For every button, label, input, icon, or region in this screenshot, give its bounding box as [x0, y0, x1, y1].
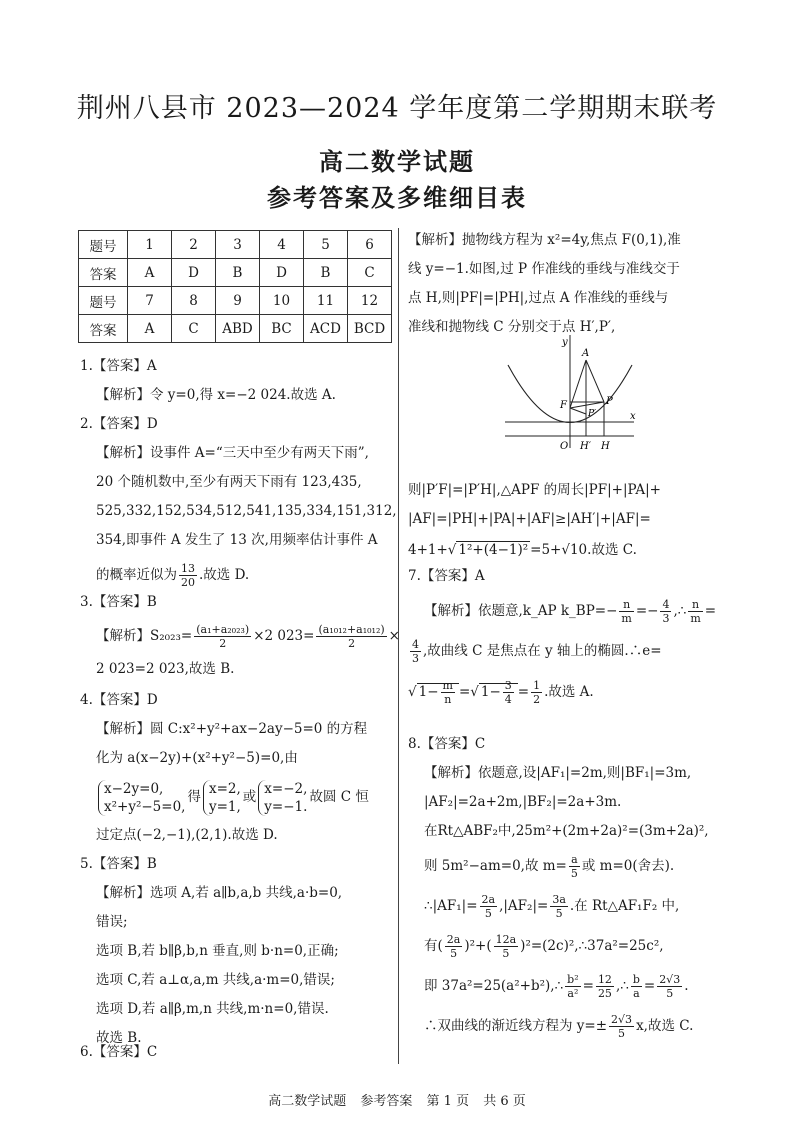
table-cell: 12 — [348, 287, 392, 315]
parabola-figure — [500, 330, 640, 455]
solution-line — [408, 886, 709, 926]
solution-line: 【解析】圆 C:x²+y²+ax−2ay−5=0 的方程 — [96, 721, 368, 737]
solution-line: 354,即事件 A 发生了 13 次,用频率估计事件 A — [96, 532, 378, 548]
denominator: n — [444, 693, 452, 706]
denominator: 5 — [555, 907, 563, 920]
equation-system — [98, 780, 185, 816]
text-run: =− — [635, 603, 659, 619]
denominator: a — [633, 987, 640, 1000]
segment-fp-prime — [570, 408, 586, 414]
fraction — [194, 623, 251, 650]
text-run: ,∴ — [615, 978, 629, 994]
table-cell: D — [260, 259, 304, 287]
question-2 — [80, 410, 397, 595]
question-6-conclusion — [408, 476, 661, 566]
numerator: (a₁₀₁₂+a₁₀₁₂) — [318, 623, 385, 636]
table-cell: 8 — [172, 287, 216, 315]
solution-line — [408, 926, 709, 966]
denominator: 2 — [533, 693, 541, 706]
footer-subject: 高二数学试题 — [268, 1094, 347, 1109]
page-title: 荆州八县市 2023—2024 学年度第二学期期末联考 — [76, 93, 718, 124]
numerator: (a₁+a₂₀₂₃) — [196, 623, 250, 636]
segment-pf — [570, 402, 604, 408]
numerator: n — [619, 598, 633, 612]
segment-af — [570, 360, 586, 408]
footer-page-number: 第 1 页 — [426, 1094, 470, 1109]
fraction — [410, 638, 421, 665]
solution-line: 错误; — [96, 914, 128, 930]
table-cell: 7 — [128, 287, 172, 315]
denominator: m — [621, 612, 632, 625]
solution-line: 选项 B,若 b∥β,b,n 垂直,则 b·n=0,正确; — [96, 943, 339, 959]
equation-system — [258, 780, 307, 816]
text-run: .在 Rt△AF₁F₂ 中, — [569, 898, 680, 914]
text-run: 故圆 C 恒 — [309, 789, 369, 805]
question-7 — [408, 562, 716, 713]
solution-line: 化为 a(x−2y)+(x²+y²−5)=0,由 — [96, 750, 298, 766]
solution-line: 2 023=2 023,故选 B. — [96, 661, 235, 677]
table-cell: ABD — [216, 315, 260, 343]
numerator: b² — [567, 973, 579, 986]
solution-line: 则|P′F|=|P′H|,△APF 的周长|PF|+|PA|+ — [408, 482, 661, 498]
answer-table — [78, 230, 392, 343]
solution-line: 【解析】选项 A,若 a∥b,a,b 共线,a·b=0, — [96, 885, 343, 901]
numerator: 12 — [597, 973, 612, 986]
solution-line: 在Rt△ABF₂中,25m²+(2m+2a)²=(3m+2a)², — [424, 823, 709, 839]
denominator: 2 — [348, 637, 356, 650]
numerator: 2a — [446, 933, 461, 946]
table-cell: D — [172, 259, 216, 287]
answer-heading: 5.【答案】B — [80, 856, 157, 872]
solution-line: 准线和抛物线 C 分别交于点 H′,P′, — [408, 319, 616, 335]
text-run: 则 5m²−am=0,故 m= — [424, 858, 567, 874]
numerator: 13 — [181, 562, 195, 575]
denominator: 5 — [618, 1027, 626, 1040]
denominator: 5 — [450, 947, 458, 960]
label-p: P — [606, 396, 613, 407]
denominator: 25 — [597, 987, 612, 1000]
table-cell: B — [304, 259, 348, 287]
fraction — [619, 598, 633, 625]
solution-line: 过定点(−2,−1),(2,1).故选 D. — [96, 827, 278, 843]
table-cell: B — [216, 259, 260, 287]
solution-line — [408, 966, 709, 1006]
numerator: b — [632, 973, 640, 986]
label-h: H — [601, 441, 610, 452]
question-6-heading — [80, 1038, 157, 1067]
table-cell: 9 — [216, 287, 260, 315]
equation: y=−1. — [264, 798, 308, 815]
numerator: 4 — [662, 598, 670, 611]
denominator: a² — [567, 987, 579, 1000]
fraction — [480, 893, 498, 920]
fraction — [494, 933, 519, 960]
equation: y=1, — [208, 798, 241, 815]
numerator: 3a — [552, 893, 566, 906]
table-cell: 6 — [348, 231, 392, 259]
text-run: 【解析】S₂₀₂₃= — [96, 628, 193, 644]
answer-heading: 4.【答案】D — [80, 692, 158, 708]
denominator: 5 — [666, 987, 674, 1000]
text-run: 得 — [187, 789, 201, 805]
text-run: 或 — [242, 789, 257, 805]
text-run: .故选 D. — [199, 567, 250, 583]
text-run: 或 m=0(舍去). — [581, 858, 675, 874]
table-cell: 4 — [260, 231, 304, 259]
radicand: 1²+(4−1)² — [458, 542, 529, 558]
text-run: × — [388, 628, 400, 644]
equation-system — [203, 780, 241, 816]
fraction — [503, 679, 514, 706]
text-run: ∴双曲线的渐近线方程为 y=± — [424, 1018, 608, 1034]
text-run: x,故选 C. — [636, 1018, 694, 1034]
text-run: 的概率近似为 — [96, 567, 177, 583]
text-run: ,|AF₂|= — [499, 898, 549, 914]
label-a: A — [582, 348, 590, 359]
solution-line: 故选 B. — [96, 1030, 142, 1046]
table-cell: 10 — [260, 287, 304, 315]
label-h-prime: H′ — [580, 441, 591, 452]
text-run: 即 37a²=25(a²+b²),∴ — [424, 978, 564, 994]
answer-heading: 2.【答案】D — [80, 416, 158, 432]
solution-line — [408, 631, 716, 671]
numerator: 4 — [412, 638, 419, 651]
table-cell: BC — [260, 315, 304, 343]
solution-line: 选项 C,若 a⊥α,a,m 共线,a·m=0,错误; — [96, 972, 335, 988]
solution-line — [408, 1006, 709, 1046]
answer-heading: 7.【答案】A — [408, 568, 485, 584]
table-cell: 1 — [128, 231, 172, 259]
answer-heading: 8.【答案】C — [408, 736, 486, 752]
solution-line: 点 H,则|PF|=|PH|,过点 A 作准线的垂线与 — [408, 290, 669, 306]
numerator: a — [569, 853, 580, 867]
table-row — [79, 231, 392, 259]
numerator: 12a — [495, 933, 517, 946]
text-run: 有( — [424, 938, 443, 954]
question-6-solution — [408, 226, 681, 342]
text-run: =5+√10.故选 C. — [530, 542, 637, 558]
text-run: = — [458, 684, 471, 700]
table-cell: 5 — [304, 231, 348, 259]
fraction — [441, 679, 455, 706]
equation: x=2, — [208, 780, 241, 797]
question-1 — [80, 352, 336, 410]
solution-line: 线 y=−1.如图,过 P 作准线的垂线与准线交于 — [408, 261, 680, 277]
solution-line: √ 1− $\frac{m}{n}$ =√ 1− $\frac{3}{4}$ = $\frac{1}{2}$ .故选 A. — [408, 679, 594, 706]
table-cell: 题号 — [79, 287, 128, 315]
fraction — [660, 598, 671, 625]
text-run: ,∴ — [673, 603, 687, 619]
fraction — [631, 973, 642, 1000]
denominator: 5 — [570, 867, 578, 880]
fraction — [609, 1013, 634, 1040]
denominator: m — [690, 612, 701, 625]
question-8 — [408, 730, 709, 1046]
fraction — [445, 933, 463, 960]
text-run: = — [704, 603, 717, 619]
denominator: 20 — [181, 576, 195, 589]
table-cell: 答案 — [79, 259, 128, 287]
text-run: )²+( — [464, 938, 492, 954]
fraction — [565, 973, 580, 1000]
page-footer — [0, 1090, 794, 1109]
label-f: F — [560, 400, 567, 411]
radical — [417, 679, 459, 706]
table-row — [79, 287, 392, 315]
text-run: = — [643, 978, 656, 994]
subject-title: 高二数学试题 — [319, 148, 475, 176]
solution-line — [80, 617, 400, 655]
fraction — [531, 679, 542, 706]
label-o: O — [560, 441, 569, 452]
radical — [479, 679, 518, 706]
table-cell: 11 — [304, 287, 348, 315]
fraction — [179, 562, 197, 589]
text-run: ,故曲线 C 是焦点在 y 轴上的椭圆.∴e= — [423, 643, 662, 659]
solution-line — [408, 591, 716, 631]
fraction — [550, 893, 568, 920]
table-cell: BCD — [348, 315, 392, 343]
solution-line: |AF|=|PH|+|PA|+|AF|≥|AH′|+|AF|= — [408, 511, 651, 527]
table-cell: A — [128, 259, 172, 287]
table-row — [79, 259, 392, 287]
numerator: m — [442, 679, 453, 692]
numerator: n — [688, 598, 702, 612]
footer-page-total: 共 6 页 — [483, 1094, 526, 1109]
denominator: 3 — [662, 612, 670, 625]
text-run: . — [684, 978, 689, 994]
solution-line: |AF₂|=2a+2m,|BF₂|=2a+3m. — [424, 794, 622, 810]
label-x: x — [630, 411, 636, 422]
table-cell: 答案 — [79, 315, 128, 343]
fraction — [569, 853, 580, 880]
question-5 — [80, 850, 342, 1053]
fraction — [688, 598, 702, 625]
table-cell: ACD — [304, 315, 348, 343]
segment-ap — [586, 360, 604, 402]
label-y: y — [562, 337, 568, 348]
solution-line: 【解析】设事件 A=“三天中至少有两天下雨”, — [96, 445, 369, 461]
question-3 — [80, 588, 400, 684]
solution-line: 【解析】令 y=0,得 x=−2 024.故选 A. — [96, 387, 336, 403]
equation: x²+y²−5=0, — [104, 798, 186, 815]
denominator: 3 — [412, 652, 419, 665]
text-run: ×2 023= — [253, 628, 315, 644]
table-cell: 2 — [172, 231, 216, 259]
solution-line: 525,332,152,534,512,541,135,334,151,312, — [96, 503, 397, 519]
solution-line: 【解析】依题意,设|AF₁|=2m,则|BF₁|=3m, — [424, 765, 692, 781]
text-run: .故选 A. — [544, 684, 594, 700]
numerator: 2√3 — [611, 1013, 633, 1026]
answer-heading: 3.【答案】B — [80, 594, 157, 610]
text-run: 1− — [418, 684, 439, 700]
text-run: )²=(2c)²,∴37a²=25c², — [520, 938, 664, 954]
equation: x=−2, — [264, 780, 308, 797]
table-cell: A — [128, 315, 172, 343]
text-run: = — [582, 978, 594, 994]
solution-line: 【解析】抛物线方程为 x²=4y,焦点 F(0,1),准 — [408, 232, 681, 248]
text-run: ∴|AF₁|= — [424, 898, 478, 914]
fraction — [596, 973, 614, 1000]
denominator: 2 — [219, 637, 227, 650]
solution-line — [80, 773, 369, 821]
table-row — [79, 315, 392, 343]
table-cell: C — [172, 315, 216, 343]
question-4 — [80, 686, 369, 850]
denominator: 5 — [502, 947, 510, 960]
text-run: = — [517, 684, 530, 700]
answer-heading: 1.【答案】A — [80, 358, 157, 374]
numerator: 3 — [504, 679, 512, 692]
table-cell: 3 — [216, 231, 260, 259]
numerator: 1 — [533, 679, 541, 692]
footer-doc-type: 参考答案 — [360, 1094, 413, 1109]
fraction — [316, 623, 386, 650]
numerator: 2√3 — [659, 973, 681, 986]
answer-heading: 6.【答案】C — [80, 1044, 158, 1060]
answer-key-title: 参考答案及多维细目表 — [267, 184, 527, 212]
numerator: 2a — [481, 893, 496, 906]
solution-line: 20 个随机数中,至少有两天下雨有 123,435, — [96, 474, 362, 490]
table-cell: 题号 — [79, 231, 128, 259]
fraction — [657, 973, 682, 1000]
table-cell: C — [348, 259, 392, 287]
text-run: 4+1+√ — [408, 542, 457, 558]
label-p-prime: P′ — [588, 409, 597, 419]
equation: x−2y=0, — [104, 780, 164, 797]
solution-line — [408, 846, 709, 886]
text-run: 1− — [480, 684, 501, 700]
denominator: 5 — [484, 907, 492, 920]
solution-line: 选项 D,若 a∥β,m,n 共线,m·n=0,错误. — [96, 1001, 329, 1017]
denominator: 4 — [504, 693, 512, 706]
text-run: 【解析】依题意,k_AP k_BP=− — [424, 603, 618, 619]
